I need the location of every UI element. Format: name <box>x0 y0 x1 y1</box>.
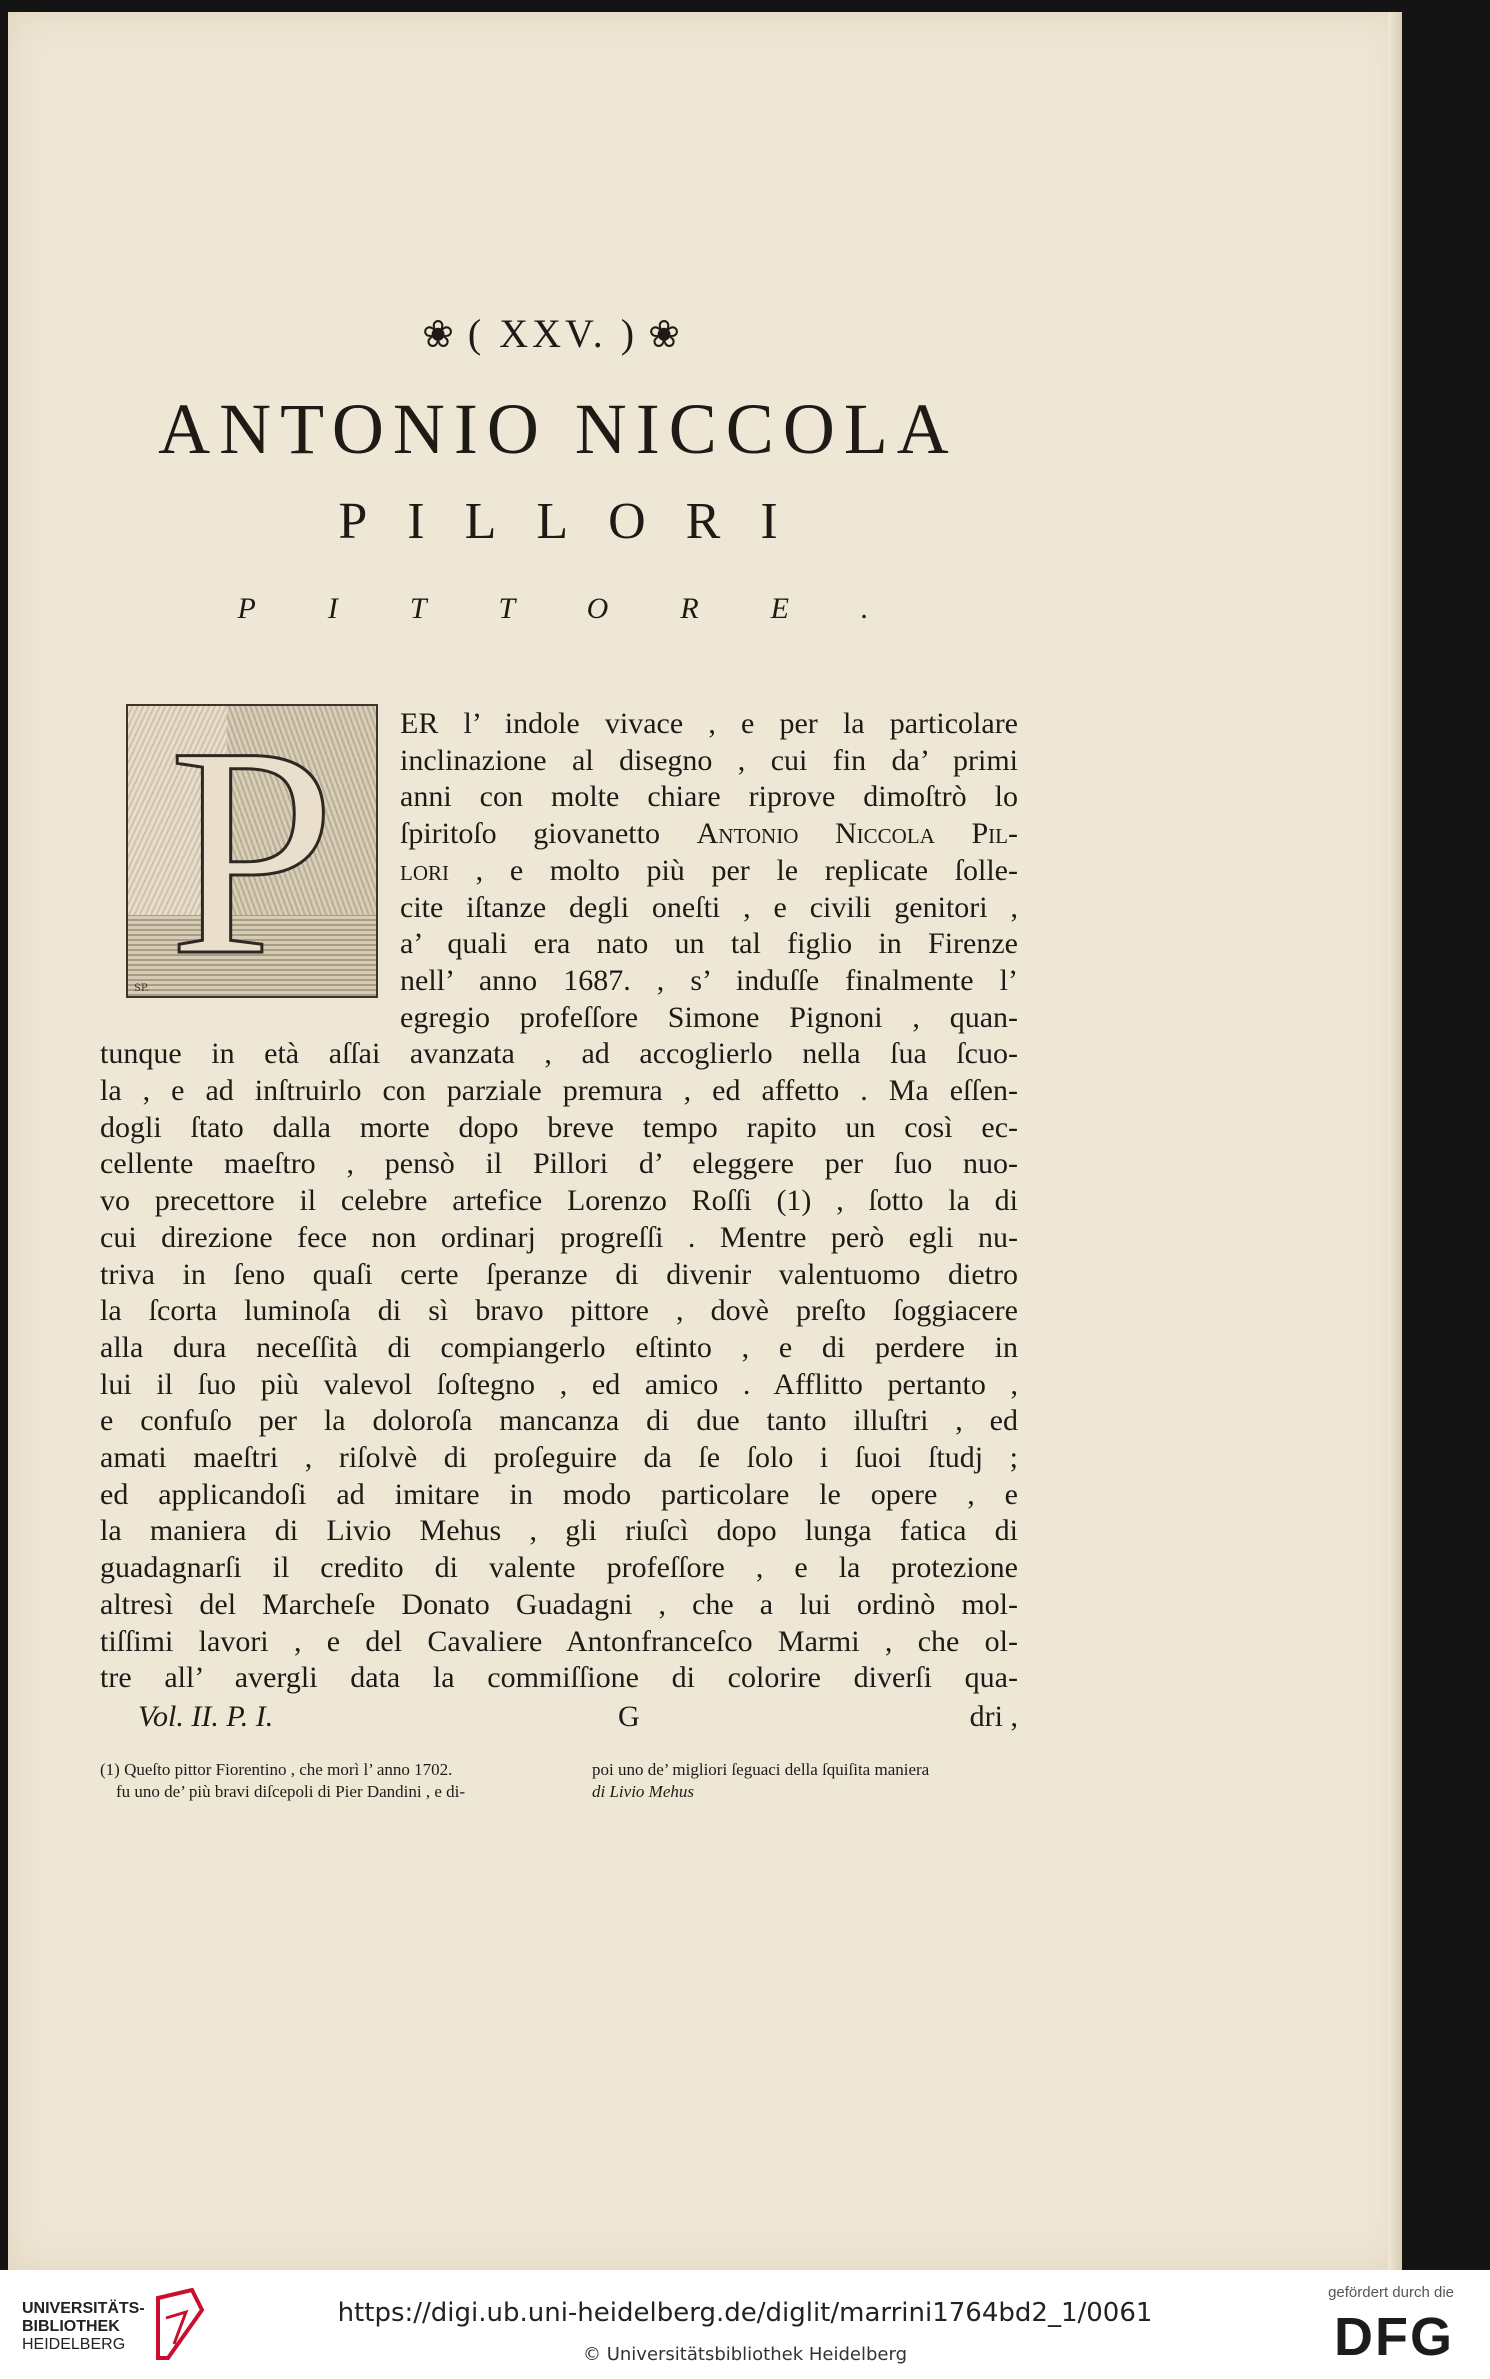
body-line: a’ quali era nato un tal figlio in Firenze <box>400 927 1018 961</box>
body-line: cellente maeſtro , pensò il Pillori d’ eleggere per ſuo nuo- <box>100 1147 1018 1181</box>
body-line: guadagnarſi il credito di valente profeſſore , e la protezione <box>100 1551 1018 1585</box>
body-line: e confuſo per la doloroſa mancanza di due tanto illuſtri , ed <box>100 1404 1018 1438</box>
body-line: anni con molte chiare riprove dimoſtrò lo <box>400 780 1018 814</box>
chapter-number <box>8 310 1098 357</box>
name-small-caps: Antonio Niccola Pil- <box>696 817 1018 851</box>
body-line: inclinazione al disegno , cui fin da’ primi <box>400 743 1018 777</box>
body-line: la maniera di Livio Mehus , gli riuſcì dopo lunga fatica di <box>100 1514 1018 1548</box>
body-line: tunque in età aſſai avanzata , ad accoglierlo nella ſua ſcuo- <box>100 1037 1018 1071</box>
footnote-left-1: (1) Queſto pittor Fiorentino , che morì l’ anno 1702. <box>100 1760 453 1779</box>
funder-label: gefördert durch die <box>1328 2284 1454 2301</box>
permalink-url[interactable]: https://digi.ub.uni-heidelberg.de/diglit/marrini1764bd2_1/0061 <box>337 2298 1153 2328</box>
body-line: la , e ad inſtruirlo con parziale premura , ed affetto . Ma eſſen- <box>100 1074 1018 1107</box>
name-small-caps: lori <box>400 853 449 887</box>
body-line: dogli ſtato dalla morte dopo breve tempo rapito un così ec- <box>100 1110 1018 1144</box>
body-line: tiſſimi lavori , e del Cavaliere Antonfranceſco Marmi , che ol- <box>100 1624 1018 1658</box>
body-line: amati maeſtri , riſolvè di proſeguire da ſe ſolo i ſuoi ſtudj ; <box>100 1441 1018 1474</box>
body-line: tre all’ avergli data la commiſſione di colorire diverſi qua- <box>100 1661 1018 1695</box>
body-line: ed applicandoſi ad imitare in modo particolare le opere , e <box>100 1477 1018 1511</box>
body-line: ſpiritoſo giovanetto Antonio Niccola Pil- <box>400 817 1018 851</box>
body-line: cite iſtanze degli oneſti , e civili genitori , <box>400 890 1018 924</box>
title-line-2: PILLORI <box>338 493 818 550</box>
copyright-notice: © Universitätsbibliothek Heidelberg <box>582 2344 907 2365</box>
body-line: cui direzione fece non ordinarj progreſſi . Mentre però egli nu- <box>100 1220 1018 1254</box>
signature-mark: G <box>618 1700 640 1733</box>
decorated-initial <box>126 704 378 998</box>
body-line: triva in ſeno quaſi certe ſperanze di divenir valentuomo dietro <box>100 1257 1018 1291</box>
body-line: lori , e molto più per le replicate ſolle- <box>400 853 1018 887</box>
body-line: lui il ſuo più valevol ſoſtegno , ed amico . Afflitto pertanto , <box>100 1367 1018 1401</box>
body-line: la ſcorta luminoſa di sì bravo pittore , dovè preſto ſoggiacere <box>100 1294 1018 1328</box>
initial-continuation: ER <box>400 707 439 740</box>
subtitle: PITTORE. <box>237 592 941 625</box>
body-line: egregio profeſſore Simone Pignoni , quan- <box>400 1000 1018 1034</box>
catchword: dri , <box>969 1700 1018 1733</box>
body-line: altresì del Marcheſe Donato Guadagni , che a lui ordinò mol- <box>100 1587 1018 1621</box>
footnote-right-1: poi uno de’ migliori ſeguaci della ſquiſita maniera <box>592 1760 930 1779</box>
title-line-1: ANTONIO NICCOLA <box>158 389 958 469</box>
body-line: alla dura neceſſità di compiangerlo eſtinto , e di perdere in <box>100 1330 1018 1364</box>
chapter-number-text: ( XXV. ) <box>467 311 639 356</box>
dfg-logo[interactable]: DFG <box>1334 2307 1454 2367</box>
page-edge <box>1388 12 1402 2270</box>
viewer-footer <box>0 2270 1490 2379</box>
scanned-page <box>8 12 1402 2270</box>
body-line: ER l’ indole vivace , e per la particolare <box>400 707 1018 740</box>
body-line: nell’ anno 1687. , s’ induſſe finalmente l’ <box>400 963 1018 997</box>
body-line: vo precettore il celebre artefice Lorenzo Roſſi (1) , ſotto la di <box>100 1184 1018 1218</box>
footnote-left-2: fu uno de’ più bravi diſcepoli di Pier Dandini , e di- <box>116 1782 466 1801</box>
volume-mark: Vol. II. P. I. <box>138 1700 274 1733</box>
initial-letter: P <box>168 704 336 998</box>
ornament-left-icon: ❀ <box>422 314 458 356</box>
library-name-line-2: BIBLIOTHEK <box>22 2318 120 2335</box>
library-name-line-3: HEIDELBERG <box>22 2336 126 2353</box>
footnote-right-2: di Livio Mehus <box>592 1782 694 1801</box>
ornament-right-icon: ❀ <box>648 314 684 356</box>
library-name-line-1: UNIVERSITÄTS- <box>22 2300 145 2317</box>
initial-engraver-mark: SP. <box>134 983 149 994</box>
